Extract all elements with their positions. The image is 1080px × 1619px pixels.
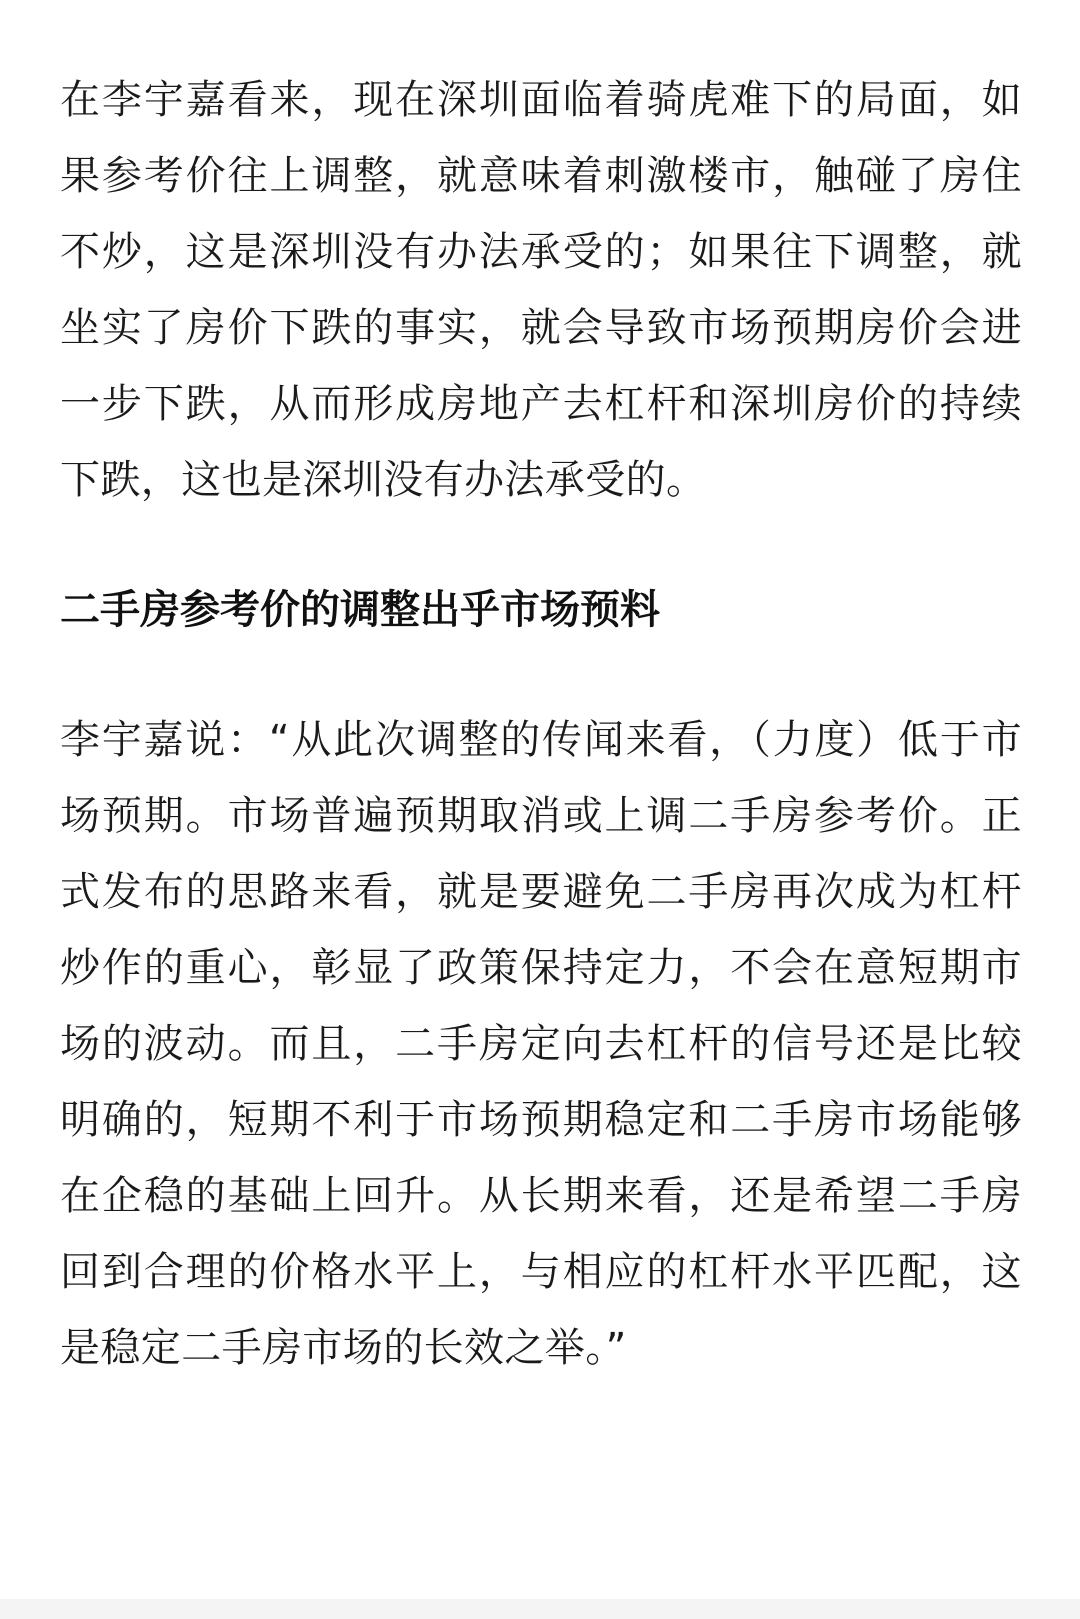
section-heading: 二手房参考价的调整出乎市场预料 (60, 587, 660, 633)
article-body (60, 62, 1022, 1386)
page-bottom-divider (0, 1599, 1080, 1619)
article-paragraph: 在李宇嘉看来，现在深圳面临着骑虎难下的局面，如果参考价往上调整，就意味着刺激楼市，触碰了房住不炒，这是深圳没有办法承受的；如果往下调整，就坐实了房价下跌的事实，就会导致市场预期房价会进一步下跌，从而形成房地产去杠杆和深圳房价的持续下跌，这也是深圳没有办法承受的。 (60, 77, 1022, 503)
article-paragraph: 李宇嘉说：“从此次调整的传闻来看，（力度）低于市场预期。市场普遍预期取消或上调二手房参考价。正式发布的思路来看，就是要避免二手房再次成为杠杆炒作的重心，彰显了政策保持定力，不会在意短期市场的波动。而且，二手房定向去杠杆的信号还是比较明确的，短期不利于市场预期稳定和二手房市场能够在企稳的基础上回升。从长期来看，还是希望二手房回到合理的价格水平上，与相应的杠杆水平匹配，这是稳定二手房市场的长效之举。” (60, 717, 1022, 1371)
